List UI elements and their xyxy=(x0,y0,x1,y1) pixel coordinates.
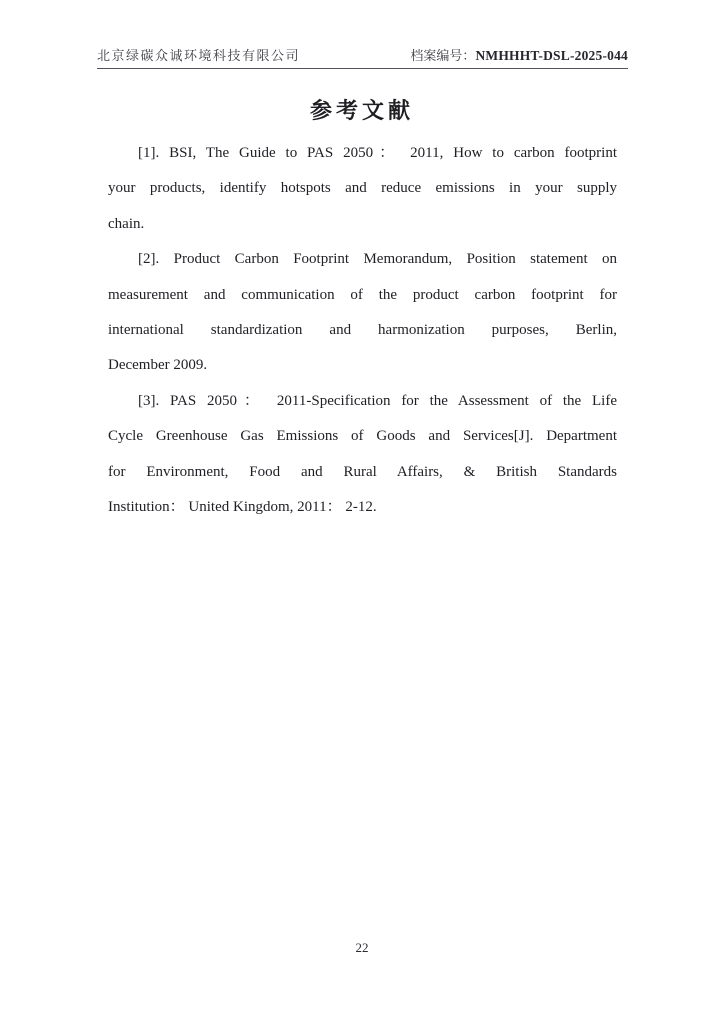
company-name: 北京绿碳众诚环境科技有限公司 xyxy=(97,48,301,63)
reference-entry xyxy=(108,136,617,242)
reference-line: international standardization and harmonization purposes, Berlin, xyxy=(108,322,617,339)
reference-entry xyxy=(108,384,617,526)
archive-code: NMHHHT-DSL-2025-044 xyxy=(475,48,628,63)
reference-line: measurement and communication of the product carbon footprint for xyxy=(108,286,617,303)
reference-line: your products, identify hotspots and reduce emissions in your supply xyxy=(108,180,617,197)
reference-entry xyxy=(108,242,617,384)
archive-label: 档案编号： xyxy=(410,48,476,63)
reference-line: [1]. BSI, The Guide to PAS 2050： 2011, How to carbon footprint xyxy=(138,145,617,161)
references-list xyxy=(108,136,617,525)
reference-line: [2]. Product Carbon Footprint Memorandum, Position statement on xyxy=(138,251,617,268)
archive-number-group xyxy=(410,45,628,64)
reference-line: December 2009. xyxy=(108,357,208,374)
page-number: 22 xyxy=(355,940,369,955)
reference-line: Institution： United Kingdom, 2011： 2-12. xyxy=(108,499,377,516)
reference-line: chain. xyxy=(108,215,145,232)
page-header xyxy=(97,45,628,64)
page-title: 参考文献 xyxy=(309,98,414,123)
reference-line: [3]. PAS 2050： 2011-Specification for the Assessment of the Life xyxy=(138,392,617,409)
reference-line: for Environment, Food and Rural Affairs, & British Standards xyxy=(108,463,617,480)
reference-line: Cycle Greenhouse Gas Emissions of Goods and Services[J]. Department xyxy=(108,428,617,445)
header-divider xyxy=(97,68,628,69)
